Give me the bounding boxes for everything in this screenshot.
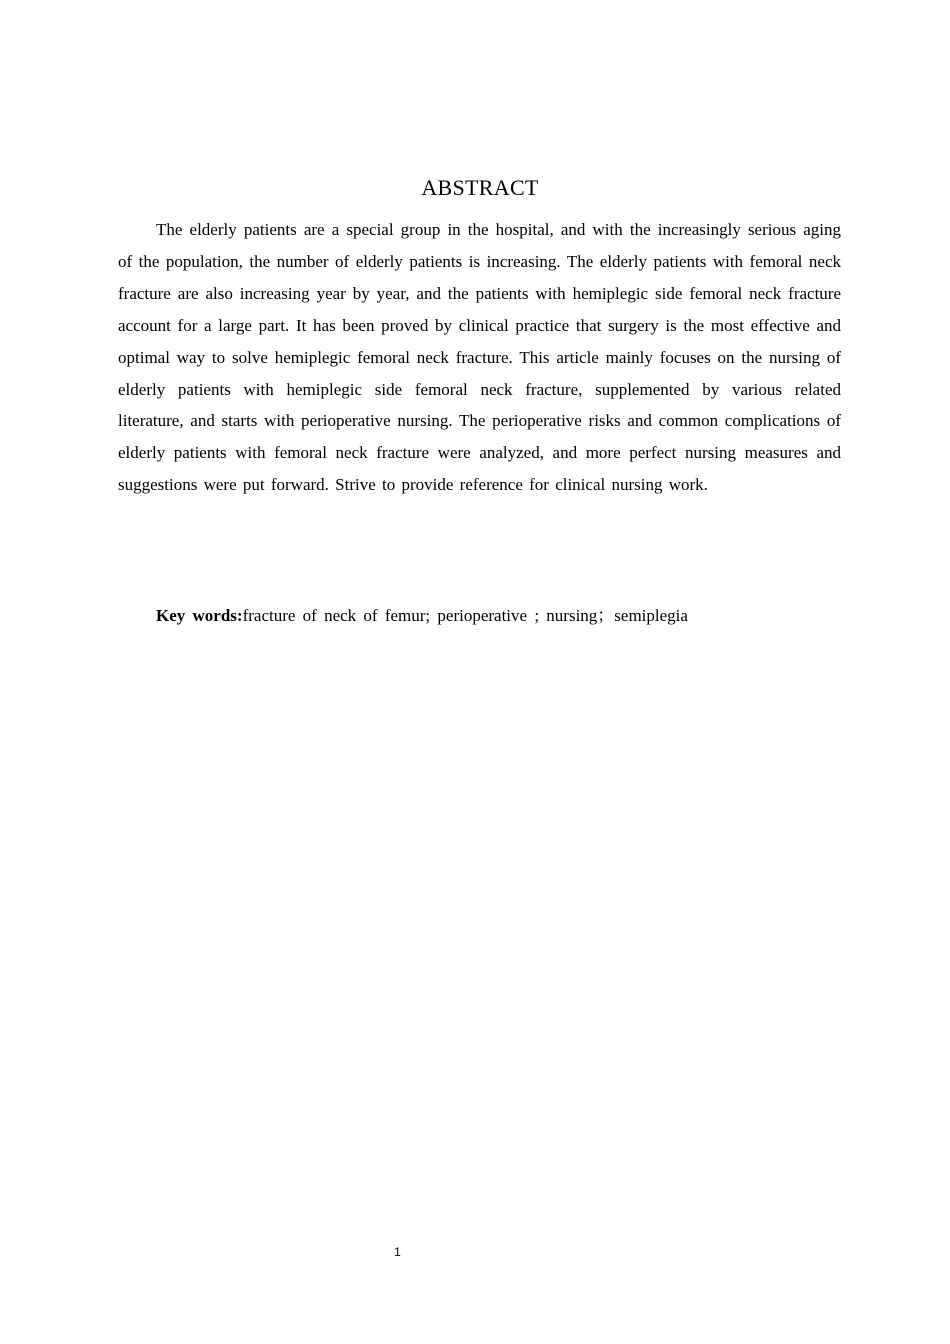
keywords-text: fracture of neck of femur; perioperative ; nursing；semiplegia (242, 606, 688, 625)
abstract-title: ABSTRACT (421, 175, 539, 200)
keywords-label: Key words: (156, 606, 243, 625)
abstract-paragraph: The elderly patients are a special group in the hospital, and with the increasingly serious aging of the population, the number of elderly patients is increasing. The elderly patients with femoral neck fracture are also increasing year by year, and the patients with hemiplegic side femoral neck fracture account for a large part. It has been proved by clinical practice that surgery is the most effective and optimal way to solve hemiplegic femoral neck fracture. This article mainly focuses on the nursing of elderly patients with hemiplegic side femoral neck fracture, supplemented by various related literature, and starts with perioperative nursing. The perioperative risks and common complications of elderly patients with femoral neck fracture were analyzed, and more perfect nursing measures and suggestions were put forward. Strive to provide reference for clinical nursing work. (118, 220, 841, 495)
keywords-line (156, 601, 688, 631)
page-number: 1 (394, 1245, 401, 1259)
